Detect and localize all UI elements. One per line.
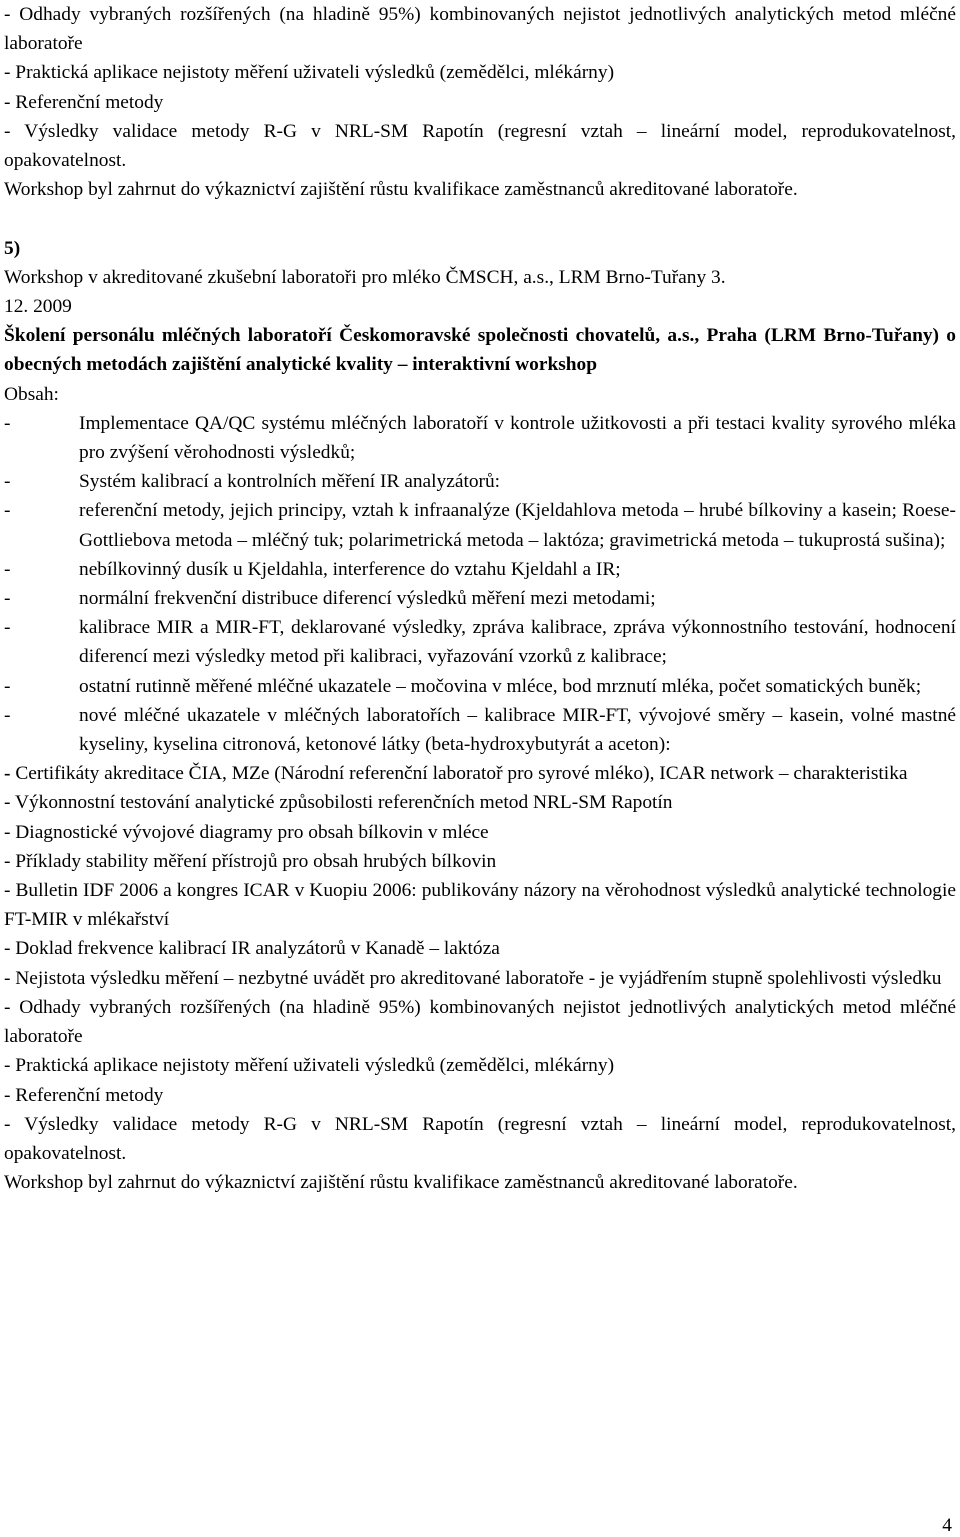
list-dash: - — [4, 500, 11, 522]
paragraph: - Odhady vybraných rozšířených (na hladině 95%) kombinovaných nejistot jednotlivých analytických metod mléčné laboratoře — [4, 4, 956, 55]
list-dash: - — [4, 471, 11, 493]
certificate-text: Certifikáty akreditace ČIA, MZe (Národní referenční laboratoř pro syrové mléko), ICAR network – charakteristika — [10, 763, 908, 785]
paragraph: - Příklady stability měření přístrojů pro obsah hrubých bílkovin — [4, 850, 497, 872]
list-dash: - — [4, 588, 11, 610]
list-item — [4, 467, 956, 496]
list-dash: - — [4, 675, 11, 697]
top-block — [4, 0, 956, 204]
paragraph: - Referenční metody — [4, 1084, 164, 1106]
list-item-text: nové mléčné ukazatele v mléčných laboratořích – kalibrace MIR-FT, vývojové směry – kasein, volné mastné kyseliny, kyselina citronová, ketonové látky (beta-hydroxybutyrát a aceton): — [79, 704, 956, 756]
list-item-text: nebílkovinný dusík u Kjeldahla, interference do vztahu Kjeldahl a IR; — [79, 558, 621, 580]
paragraph: Workshop byl zahrnut do výkaznictví zajištění růstu kvalifikace zaměstnanců akreditované laboratoře. — [4, 179, 798, 201]
section-number: 5) — [4, 237, 21, 259]
list-dash: - — [4, 704, 11, 726]
list-item-text: ostatní rutinně měřené mléčné ukazatele – močovina v mléce, bod mrznutí mléka, počet somatických buněk; — [79, 675, 922, 697]
list-item — [4, 496, 956, 554]
section-5 — [4, 234, 956, 1198]
paragraph: - Praktická aplikace nejistoty měření uživateli výsledků (zemědělci, mlékárny) — [4, 1055, 615, 1077]
paragraph: - Bulletin IDF 2006 a kongres ICAR v Kuopiu 2006: publikovány názory na věrohodnost výsledků analytické technologie FT-MIR v mlékařství — [4, 880, 956, 931]
paragraph: - Praktická aplikace nejistoty měření uživateli výsledků (zemědělci, mlékárny) — [4, 62, 615, 84]
paragraph: - Nejistota výsledku měření – nezbytné uvádět pro akreditované laboratoře - je vyjádřením stupně spolehlivosti výsledku — [4, 967, 942, 989]
section-title: Školení personálu mléčných laboratoří Českomoravské společnosti chovatelů, a.s., Praha (LRM Brno-Tuřany) o obecných metodách zajištění analytické kvality – interaktivní workshop — [4, 325, 956, 376]
list-item-text: referenční metody, jejich principy, vztah k infraanalýze (Kjeldahlova metoda – hrubé bílkoviny a kasein; Roese-Gottliebova metoda – mléčný tuk; polarimetrická metoda – laktóza; gravimetrická metoda – tukuprostá sušina); — [79, 500, 956, 551]
paragraph: - Výsledky validace metody R-G v NRL-SM Rapotín (regresní vztah – lineární model, reprodukovatelnost, opakovatelnost. — [4, 1113, 956, 1164]
obsah-label: Obsah: — [4, 383, 59, 405]
list-item — [4, 672, 956, 701]
paragraph: - Výkonnostní testování analytické způsobilosti referenčních metod NRL-SM Rapotín — [4, 792, 673, 814]
blank-line — [4, 204, 956, 233]
list-item-text: kalibrace MIR a MIR-FT, deklarované výsledky, zpráva kalibrace, zpráva výkonnostního testování, hodnocení diferencí mezi výsledky metod při kalibraci, vyřazování vzorků z kalibrace; — [79, 617, 956, 668]
list-dash: - — [4, 558, 11, 580]
paragraph: - Referenční metody — [4, 91, 164, 113]
paragraph: - Diagnostické vývojové diagramy pro obsah bílkovin v mléce — [4, 821, 489, 843]
list-item — [4, 613, 956, 671]
paragraph: - Výsledky validace metody R-G v NRL-SM Rapotín (regresní vztah – lineární model, reprodukovatelnost, opakovatelnost. — [4, 120, 956, 172]
list-item-text: Systém kalibrací a kontrolních měření IR analyzátorů: — [79, 471, 501, 493]
list-item — [4, 409, 956, 467]
certificate-paragraph — [4, 759, 956, 788]
paragraph: - Doklad frekvence kalibrací IR analyzátorů v Kanadě – laktóza — [4, 938, 500, 960]
list-dash: - — [4, 412, 11, 434]
list-item — [4, 701, 956, 759]
list-item — [4, 584, 956, 613]
page-number: 4 — [942, 1515, 952, 1536]
paragraph: - Odhady vybraných rozšířených (na hladině 95%) kombinovaných nejistot jednotlivých analytických metod mléčné laboratoře — [4, 996, 956, 1048]
document-page — [4, 0, 956, 1197]
workshop-line: Workshop v akreditované zkušební laboratoři pro mléko ČMSCH, a.s., LRM Brno-Tuřany 3. — [4, 266, 726, 288]
paragraph: Workshop byl zahrnut do výkaznictví zajištění růstu kvalifikace zaměstnanců akreditované laboratoře. — [4, 1172, 798, 1194]
list-item — [4, 555, 956, 584]
list-item-text: normální frekvenční distribuce diferencí výsledků měření mezi metodami; — [79, 588, 656, 610]
bottom-block — [4, 788, 956, 1197]
content-list — [4, 409, 956, 759]
certificate-dash: - — [4, 763, 11, 785]
list-item-text: Implementace QA/QC systému mléčných laboratoří v kontrole užitkovosti a při testaci kvality syrového mléka pro zvýšení věrohodnosti výsledků; — [79, 412, 956, 464]
list-dash: - — [4, 617, 11, 639]
workshop-date: 12. 2009 — [4, 296, 72, 318]
